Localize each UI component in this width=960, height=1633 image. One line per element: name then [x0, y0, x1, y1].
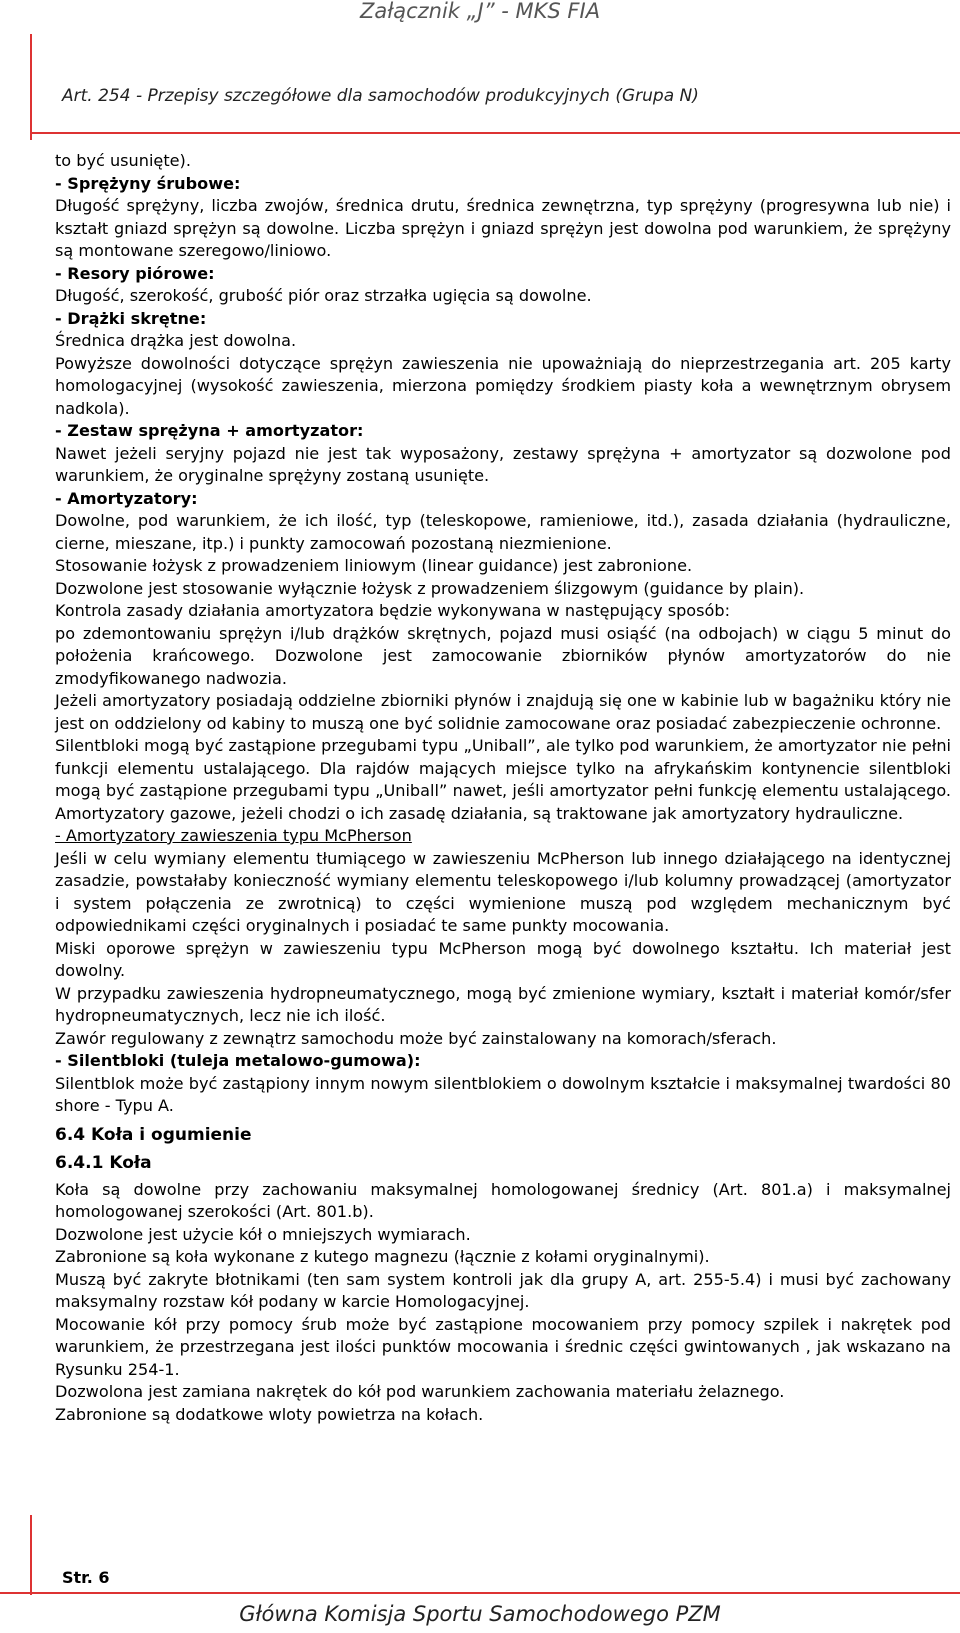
body-paragraph: Jeżeli amortyzatory posiadają oddzielne zbiorniki płynów i znajdują się one w kabinie lub w bagażniku który nie jest on oddzielony od kabiny to muszą one być solidnie zamocowane oraz posiadać zabezpieczenie ochronne. — [55, 691, 951, 733]
body-paragraph: Zabronione są dodatkowe wloty powietrza na kołach. — [55, 1404, 484, 1424]
footer-rule — [0, 1592, 960, 1594]
section-heading: - Amortyzatory: — [55, 488, 198, 508]
body-paragraph: W przypadku zawieszenia hydropneumatycznego, mogą być zmienione wymiary, kształt i materiał komór/sfer hydropneumatycznych, lecz nie ich ilość. — [55, 983, 951, 1025]
footer-organization: Główna Komisja Sportu Samochodowego PZM — [239, 1602, 721, 1626]
body-paragraph: Kontrola zasady działania amortyzatora będzie wykonywana w następujący sposób: — [55, 601, 731, 620]
body-paragraph: Dowolne, pod warunkiem, że ich ilość, typ (teleskopowe, ramieniowe, itd.), zasada działania (hydrauliczne, cierne, mieszane, itp.) i punkty zamocowań pozostaną niezmienione. — [55, 511, 951, 553]
section-heading: - Drążki skrętne: — [55, 308, 207, 328]
body-paragraph: Mocowanie kół przy pomocy śrub może być zastąpione mocowaniem przy pomocy szpilek i nakrętek pod warunkiem, że przestrzegana jest ilości punktów mocowania i średnic części gwintowanych , jak wskazano na Rysunku 254-1. — [55, 1314, 951, 1379]
document-body — [55, 150, 951, 1426]
document-title: Załącznik „J” - MKS FIA — [359, 0, 601, 23]
body-paragraph: Nawet jeżeli seryjny pojazd nie jest tak wyposażony, zestawy sprężyna + amortyzator są dozwolone pod warunkiem, że oryginalne sprężyny zostaną usunięte. — [55, 443, 951, 485]
body-paragraph: Dozwolone jest użycie kół o mniejszych wymiarach. — [55, 1224, 471, 1244]
body-paragraph: Koła są dowolne przy zachowaniu maksymalnej homologowanej średnicy (Art. 801.a) i maksymalnej homologowanej szerokości (Art. 801.b). — [55, 1179, 951, 1221]
body-paragraph: Muszą być zakryte błotnikami (ten sam system kontroli jak dla grupy A, art. 255-5.4) i musi być zachowany maksymalny rozstaw kół podany w karcie Homologacyjnej. — [55, 1269, 951, 1311]
body-paragraph: Jeśli w celu wymiany elementu tłumiącego w zawieszeniu McPherson lub innego działającego na identycznej zasadzie, powstałaby konieczność wymiany elementu teleskopowego i/lub kolumny prowadzącej (amortyzator i system połączenia ze zwrotnicą) to części wymienione muszą pod względem mechanicznym być odpowiednikami części oryginalnych i posiadać te same punkty mocowania. — [55, 848, 951, 935]
body-paragraph: to być usunięte). — [55, 151, 191, 170]
body-paragraph: Zawór regulowany z zewnątrz samochodu może być zainstalowany na komorach/sferach. — [55, 1028, 777, 1048]
body-paragraph: Miski oporowe sprężyn w zawieszeniu typu McPherson mogą być dowolnego kształtu. Ich materiał jest dowolny. — [55, 938, 951, 980]
body-paragraph: Długość sprężyny, liczba zwojów, średnica drutu, średnica zewnętrzna, typ sprężyny (progresywna lub nie) i kształt gniazd sprężyn są dowolne. Liczba sprężyn i gniazd sprężyn jest dowolna pod warunkiem, że sprężyny są montowane szeregowo/liniowo. — [55, 196, 951, 260]
footer-margin-line — [30, 1515, 32, 1595]
section-heading: - Silentbloki (tuleja metalowo-gumowa): — [55, 1051, 421, 1070]
page-number: Str. 6 — [62, 1568, 110, 1587]
article-heading: Art. 254 - Przepisy szczegółowe dla samochodów produkcyjnych (Grupa N) — [62, 86, 699, 106]
body-paragraph: Średnica drążka jest dowolna. — [55, 331, 297, 350]
body-paragraph: Silentbloki mogą być zastąpione przegubami typu „Uniball”, ale tylko pod warunkiem, że amortyzator nie pełni funkcji elementu ustalającego. Dla rajdów mających miejsce tylko na afrykańskim kontynencie silentbloki mogą być zastąpione przegubami typu „Uniball” nawet, jeśli amortyzator pełni funkcję elementu ustalającego. Amortyzatory gazowe, jeżeli chodzi o ich zasadę działania, są traktowane jak amortyzatory hydrauliczne. — [55, 736, 951, 823]
subsection-heading: - Amortyzatory zawieszenia typu McPherson — [55, 826, 412, 845]
body-paragraph: Długość, szerokość, grubość piór oraz strzałka ugięcia są dowolne. — [55, 286, 592, 305]
section-heading: - Resory piórowe: — [55, 263, 215, 283]
chapter-heading: 6.4 Koła i ogumienie — [55, 1124, 252, 1145]
chapter-heading: 6.4.1 Koła — [55, 1153, 152, 1173]
section-heading: - Zestaw sprężyna + amortyzator: — [55, 421, 364, 440]
body-paragraph: Zabronione są koła wykonane z kutego magnezu (łącznie z kołami oryginalnymi). — [55, 1247, 710, 1266]
body-paragraph: po zdemontowaniu sprężyn i/lub drążków skrętnych, pojazd musi osiąść (na odbojach) w ciągu 5 minut do położenia krańcowego. Dozwolone jest zamocowanie zbiorników płynów amortyzatorów do nie zmodyfikowanego nadwozia. — [55, 623, 951, 688]
header-rule — [30, 132, 960, 134]
header-margin-line — [30, 34, 32, 140]
section-heading: - Sprężyny śrubowe: — [55, 173, 241, 193]
body-paragraph: Dozwolone jest stosowanie wyłącznie łożysk z prowadzeniem ślizgowym (guidance by plain). — [55, 578, 805, 598]
body-paragraph: Powyższe dowolności dotyczące sprężyn zawieszenia nie upoważniają do nieprzestrzegania art. 205 karty homologacyjnej (wysokość zawieszenia, mierzona pomiędzy środkiem piasty koła a wewnętrznym obrysem nadkola). — [55, 353, 951, 418]
body-paragraph: Dozwolona jest zamiana nakrętek do kół pod warunkiem zachowania materiału żelaznego. — [55, 1382, 785, 1401]
body-paragraph: Silentblok może być zastąpiony innym nowym silentblokiem o dowolnym kształcie i maksymalnej twardości 80 shore - Typu A. — [55, 1073, 951, 1115]
body-paragraph: Stosowanie łożysk z prowadzeniem liniowym (linear guidance) jest zabronione. — [55, 556, 693, 575]
